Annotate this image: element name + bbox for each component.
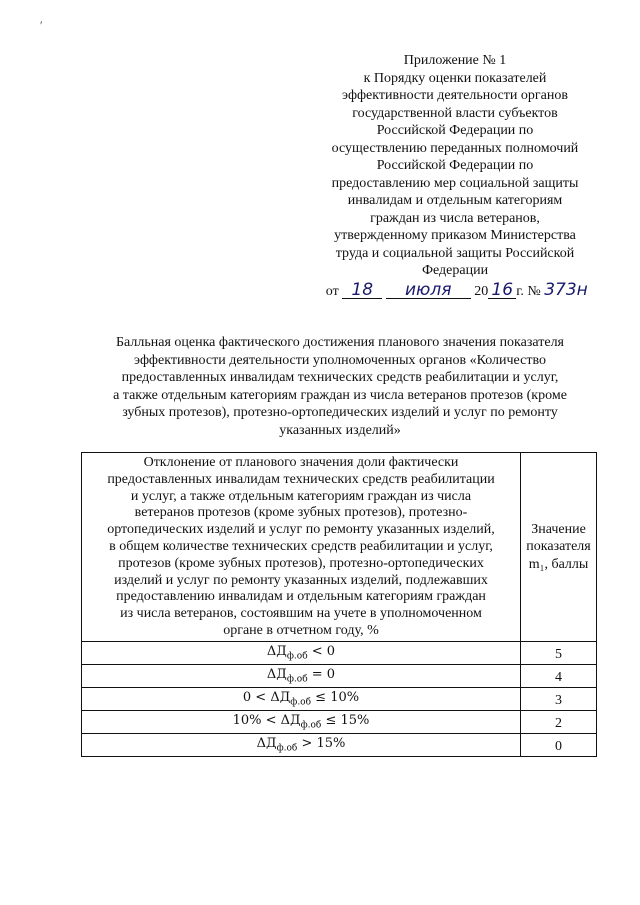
condition-header-line: ортопедических изделий и услуг по ремонту указанных изделий, — [107, 522, 495, 538]
appendix-line: государственной власти субъектов — [352, 105, 558, 121]
condition-cell — [82, 733, 521, 756]
order-date-line — [300, 279, 610, 301]
value-header-line: m₁, баллы — [528, 556, 589, 572]
condition-header-line: изделий и услуг по ремонту указанных изделий, подлежавших — [114, 572, 488, 588]
condition-pre: 10% < ΔД — [232, 712, 301, 728]
heading-line: а также отдельным категориям граждан из числа ветеранов протезов (кроме — [113, 387, 567, 403]
condition-sub: ф.об — [276, 743, 298, 754]
score-value: 2 — [521, 710, 597, 733]
condition-header-line: протезов (кроме зубных протезов), протезно-ортопедических — [118, 555, 484, 571]
condition-post: > 15% — [297, 735, 346, 751]
score-value: 0 — [521, 733, 597, 756]
condition-sub: ф.об — [290, 697, 312, 708]
appendix-line: Российской Федерации по — [376, 123, 534, 138]
table-row — [82, 687, 597, 710]
condition-cell — [82, 664, 521, 687]
page-mark: ′ — [40, 18, 43, 32]
value-header-line: Значение — [531, 521, 586, 537]
condition-header-line: из числа ветеранов, состоявшим на учете в уполномоченном — [120, 606, 482, 622]
table-row — [82, 664, 597, 687]
appendix-line: предоставлению мер социальной защиты — [331, 175, 579, 191]
appendix-line: утвержденному приказом Министерства — [334, 228, 576, 243]
heading-line: Балльная оценка фактического достижения планового значения показателя — [116, 335, 564, 350]
appendix-block — [300, 52, 610, 300]
condition-cell — [82, 641, 521, 664]
score-table — [81, 452, 597, 757]
handwritten-order-number: 373н — [544, 279, 588, 300]
score-value: 3 — [521, 687, 597, 710]
condition-sub: ф.об — [286, 651, 308, 662]
condition-header-line: органе в отчетном году, % — [223, 622, 379, 638]
condition-sub: ф.об — [286, 674, 308, 685]
appendix-line: инвалидам и отдельным категориям — [347, 193, 563, 208]
heading-line: предоставленных инвалидам технических средств реабилитации и услуг, — [121, 370, 559, 385]
condition-pre: ΔД — [256, 735, 277, 751]
heading-line: эффективности деятельности уполномоченных органов «Количество — [134, 352, 546, 368]
condition-cell — [82, 687, 521, 710]
condition-header-line: и услуг, а также отдельным категориям граждан из числа — [130, 488, 472, 504]
appendix-line: Федерации — [421, 263, 489, 278]
condition-sub: ф.об — [300, 720, 322, 731]
appendix-line: эффективности деятельности органов — [342, 88, 568, 103]
heading-line: указанных изделий» — [279, 422, 401, 438]
handwritten-month: июля — [386, 282, 471, 299]
appendix-line: Российской Федерации по — [376, 158, 534, 173]
condition-pre: ΔД — [266, 666, 287, 682]
condition-post: ≤ 15% — [321, 712, 370, 728]
table-row — [82, 710, 597, 733]
condition-header-line: предоставлению инвалидам и отдельным категориям граждан — [116, 589, 486, 605]
condition-header-line: ветеранов протезов (кроме зубных протезов), протезно- — [134, 505, 468, 521]
handwritten-year: 16 — [488, 282, 516, 299]
value-header — [521, 453, 597, 642]
year-suffix: г. № — [516, 283, 541, 299]
appendix-line: граждан из числа ветеранов, — [370, 210, 540, 226]
score-value: 4 — [521, 664, 597, 687]
appendix-line: к Порядку оценки показателей — [363, 70, 547, 86]
condition-post: ≤ 10% — [311, 689, 360, 705]
year-prefix: 20 — [474, 283, 489, 299]
appendix-line: осуществлению переданных полномочий — [331, 140, 579, 156]
table-header-row — [82, 453, 597, 642]
condition-cell — [82, 710, 521, 733]
condition-header-line: в общем количестве технических средств реабилитации и услуг, — [109, 538, 493, 554]
appendix-line: труда и социальной защиты Российской — [335, 245, 575, 261]
score-value: 5 — [521, 641, 597, 664]
handwritten-day: 18 — [342, 282, 382, 299]
value-header-line: показателя — [526, 539, 591, 555]
date-prefix: от — [325, 283, 339, 299]
condition-pre: ΔД — [266, 643, 287, 659]
table-row — [82, 733, 597, 756]
condition-header-line: предоставленных инвалидам технических средств реабилитации — [107, 471, 495, 487]
condition-header — [82, 453, 521, 642]
condition-post: < 0 — [307, 643, 336, 659]
condition-pre: 0 < ΔД — [242, 689, 291, 705]
document-heading — [75, 334, 605, 439]
condition-post: = 0 — [307, 666, 336, 682]
appendix-line: Приложение № 1 — [403, 53, 507, 68]
heading-line: зубных протезов), протезно-ортопедических изделий и услуг по ремонту — [122, 405, 558, 420]
condition-header-line: Отклонение от планового значения доли фактически — [143, 455, 459, 470]
table-row — [82, 641, 597, 664]
